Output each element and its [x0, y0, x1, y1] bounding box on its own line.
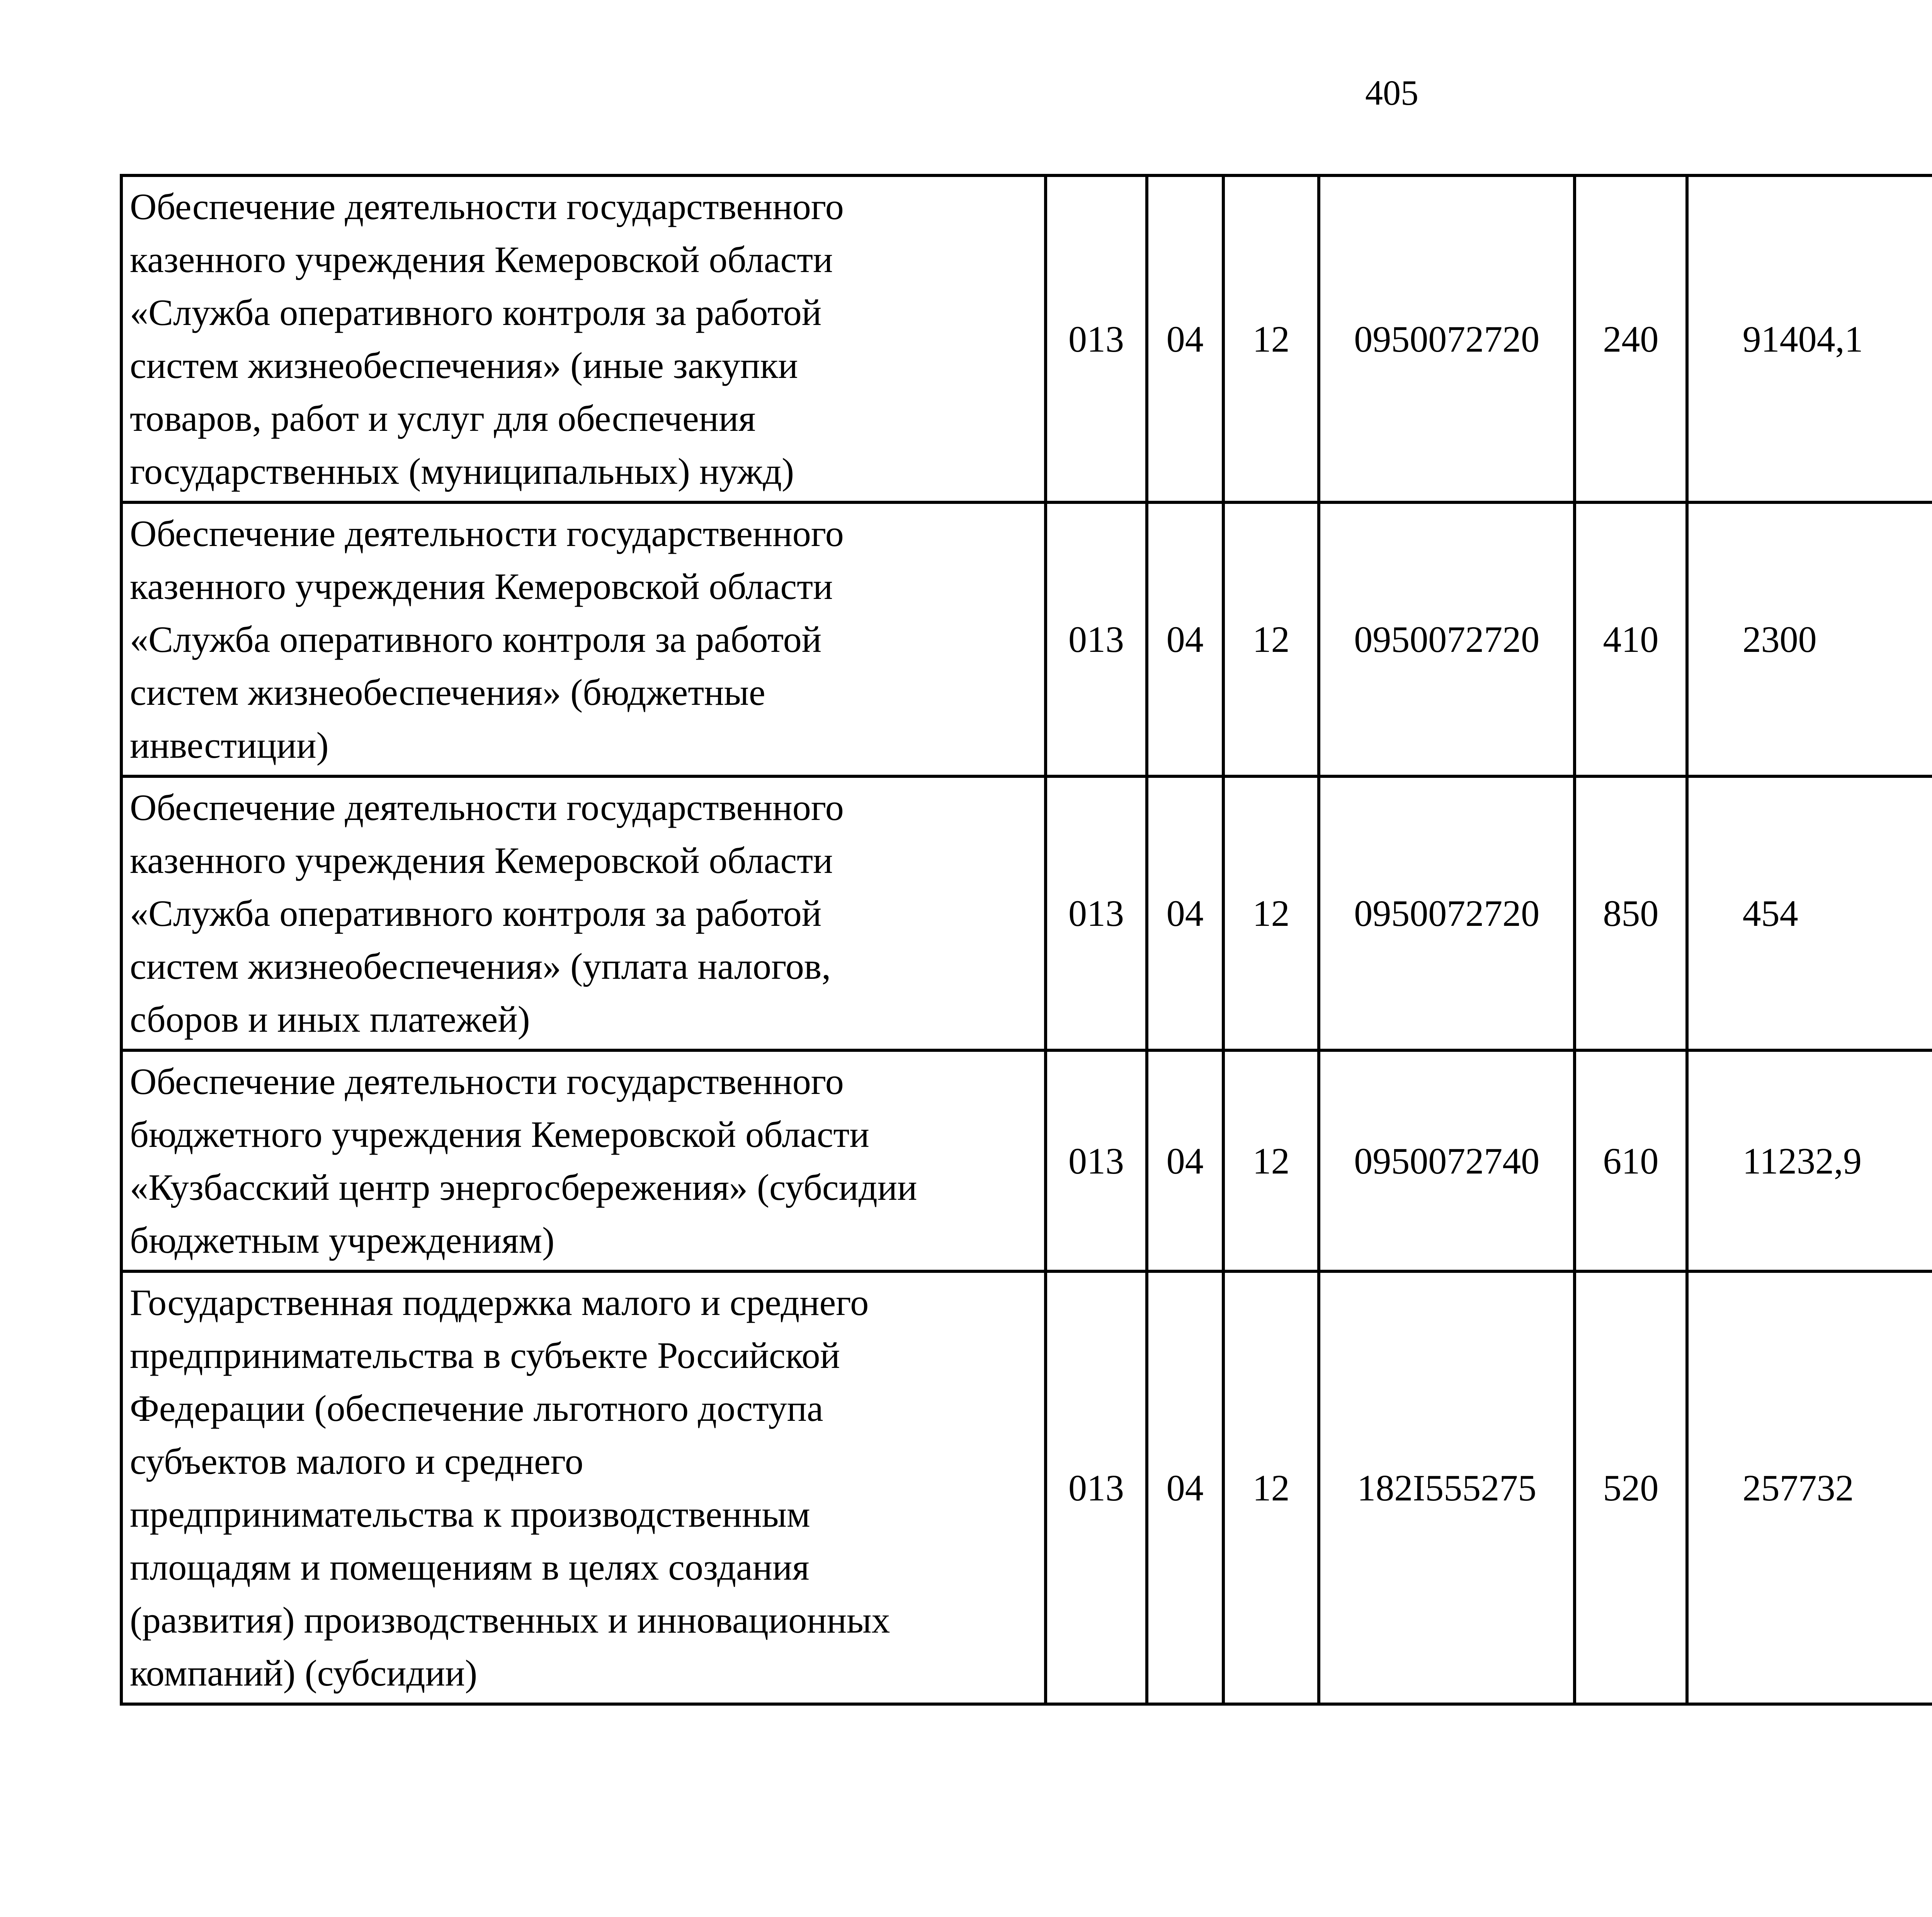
- description-line: площадям и помещениям в целях создания: [130, 1546, 810, 1588]
- section-code: 04: [1147, 776, 1223, 1050]
- description-line: субъектов малого и среднего: [130, 1441, 583, 1482]
- description-line: Обеспечение деятельности государственного: [130, 787, 844, 828]
- target-article-code: 0950072720: [1319, 175, 1575, 502]
- description-line: сборов и иных платежей): [130, 998, 530, 1040]
- section-code: 04: [1147, 1271, 1223, 1704]
- description-line: казенного учреждения Кемеровской области: [130, 566, 833, 607]
- description-line: Федерации (обеспечение льготного доступа: [130, 1388, 823, 1429]
- ministry-code: 013: [1046, 1271, 1146, 1704]
- description-line: компаний) (субсидии): [130, 1652, 478, 1694]
- row-description: [121, 776, 1046, 1050]
- description-line: казенного учреждения Кемеровской области: [130, 840, 833, 881]
- subsection-code: 12: [1223, 1271, 1319, 1704]
- description-line: систем жизнеобеспечения» (бюджетные: [130, 672, 765, 713]
- expense-type-code: 610: [1575, 1050, 1687, 1271]
- amount-1: 11232,9: [1687, 1050, 1932, 1271]
- target-article-code: 182I555275: [1319, 1271, 1575, 1704]
- description-line: систем жизнеобеспечения» (иные закупки: [130, 345, 798, 386]
- description-line: «Служба оперативного контроля за работой: [130, 893, 822, 934]
- expense-type-code: 520: [1575, 1271, 1687, 1704]
- table-row: [121, 175, 1932, 502]
- ministry-code: 013: [1046, 502, 1146, 776]
- description-line: Государственная поддержка малого и среднего: [130, 1282, 869, 1323]
- table-row: [121, 1050, 1932, 1271]
- section-code: 04: [1147, 175, 1223, 502]
- amount-1: 257732: [1687, 1271, 1932, 1704]
- expense-type-code: 850: [1575, 776, 1687, 1050]
- row-description: [121, 1271, 1046, 1704]
- row-description: [121, 502, 1046, 776]
- amount-1: 454: [1687, 776, 1932, 1050]
- description-line: «Служба оперативного контроля за работой: [130, 619, 822, 660]
- subsection-code: 12: [1223, 776, 1319, 1050]
- description-line: Обеспечение деятельности государственного: [130, 186, 844, 227]
- description-line: Обеспечение деятельности государственного: [130, 1061, 844, 1102]
- page-number: 405: [1365, 73, 1418, 112]
- description-line: бюджетным учреждениям): [130, 1220, 555, 1261]
- target-article-code: 0950072740: [1319, 1050, 1575, 1271]
- description-line: инвестиции): [130, 725, 329, 766]
- table-row: [121, 502, 1932, 776]
- description-line: предпринимательства к производственным: [130, 1493, 810, 1535]
- target-article-code: 0950072720: [1319, 502, 1575, 776]
- description-line: систем жизнеобеспечения» (уплата налогов,: [130, 946, 831, 987]
- description-line: «Служба оперативного контроля за работой: [130, 292, 822, 333]
- table-row: [121, 1271, 1932, 1704]
- subsection-code: 12: [1223, 1050, 1319, 1271]
- expense-type-code: 240: [1575, 175, 1687, 502]
- target-article-code: 0950072720: [1319, 776, 1575, 1050]
- section-code: 04: [1147, 502, 1223, 776]
- ministry-code: 013: [1046, 175, 1146, 502]
- expense-type-code: 410: [1575, 502, 1687, 776]
- subsection-code: 12: [1223, 175, 1319, 502]
- description-line: товаров, работ и услуг для обеспечения: [130, 398, 756, 439]
- section-code: 04: [1147, 1050, 1223, 1271]
- description-line: казенного учреждения Кемеровской области: [130, 239, 833, 280]
- table-row: [121, 776, 1932, 1050]
- budget-table: [120, 174, 1932, 1706]
- description-line: «Кузбасский центр энергосбережения» (субсидии: [130, 1167, 917, 1208]
- ministry-code: 013: [1046, 1050, 1146, 1271]
- description-line: Обеспечение деятельности государственного: [130, 513, 844, 554]
- description-line: (развития) производственных и инновационных: [130, 1599, 890, 1641]
- ministry-code: 013: [1046, 776, 1146, 1050]
- row-description: [121, 1050, 1046, 1271]
- amount-1: 2300: [1687, 502, 1932, 776]
- row-description: [121, 175, 1046, 502]
- subsection-code: 12: [1223, 502, 1319, 776]
- description-line: предпринимательства в субъекте Российской: [130, 1335, 840, 1376]
- description-line: государственных (муниципальных) нужд): [130, 451, 794, 492]
- description-line: бюджетного учреждения Кемеровской области: [130, 1114, 869, 1155]
- amount-1: 91404,1: [1687, 175, 1932, 502]
